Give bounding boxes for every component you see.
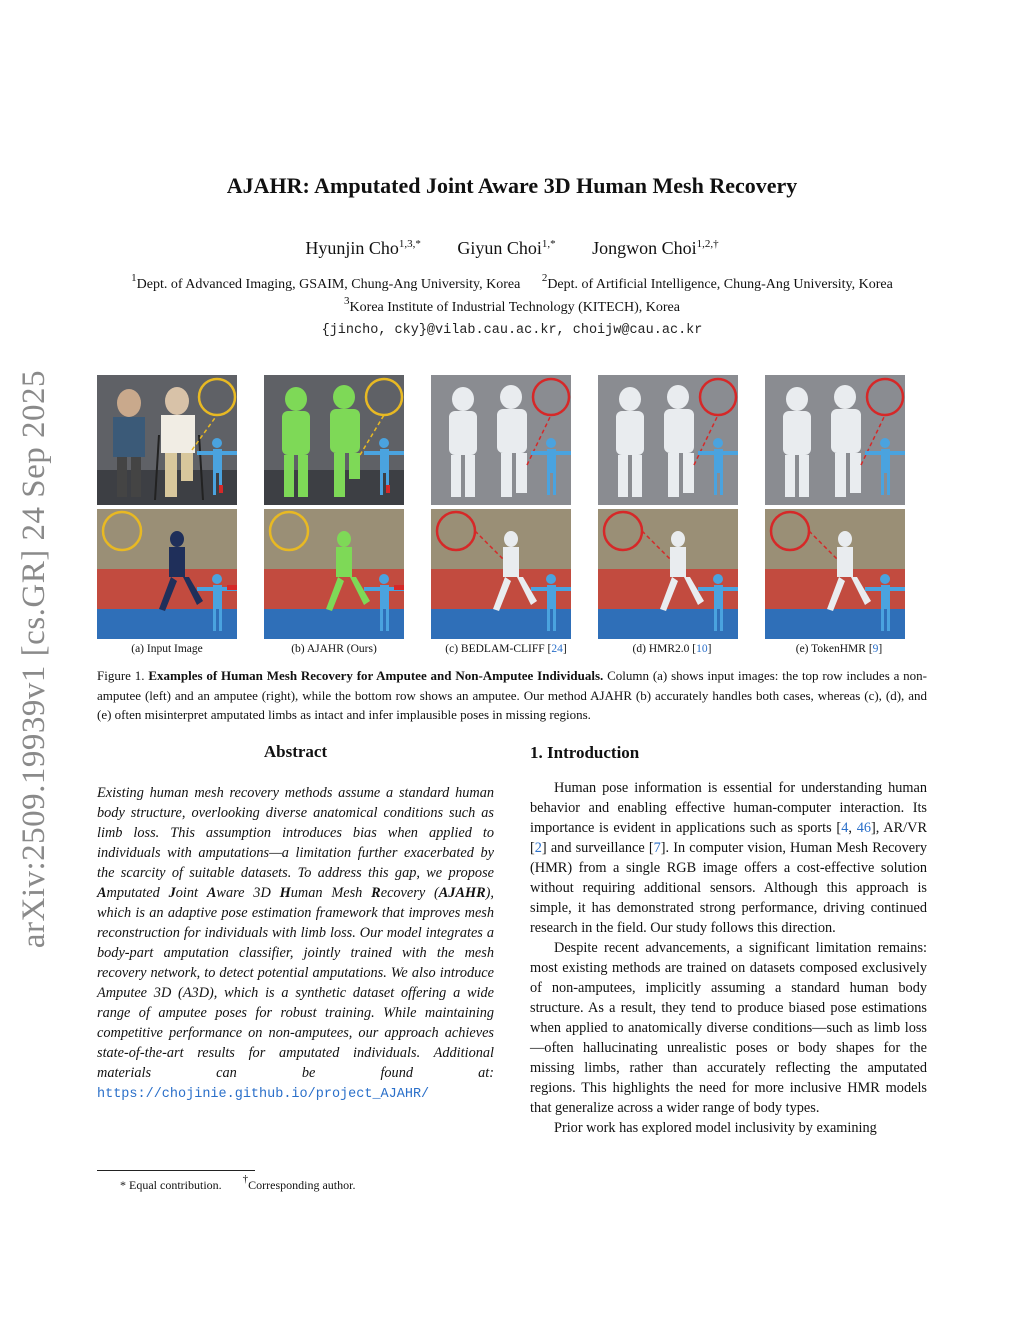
aff-sup: 1 bbox=[131, 272, 137, 284]
abstract-acronym: AJAHR bbox=[438, 885, 486, 901]
author-name: Hyunjin Cho bbox=[305, 238, 399, 258]
intro-text: ], AR/VR [ bbox=[530, 820, 927, 856]
caption-bold: Examples of Human Mesh Recovery for Amputee and Non-Amputee Individuals. bbox=[148, 668, 604, 683]
figure-label-b bbox=[259, 643, 409, 655]
intro-paragraph-1 bbox=[530, 778, 927, 938]
figure-thumb-bedlam-top bbox=[431, 375, 571, 505]
figure-thumb-tokenhmr-bottom bbox=[765, 509, 905, 639]
author-sup: 1,3,* bbox=[398, 238, 421, 250]
figure-label-d: (d) HMR2.0 [10] bbox=[632, 643, 712, 655]
label-text: (c) BEDLAM-CLIFF [ bbox=[445, 643, 552, 655]
abstract-bold-letter: A bbox=[97, 885, 107, 901]
figure-thumb-input-bottom bbox=[97, 509, 237, 639]
intro-text: ] and surveillance [ bbox=[541, 840, 654, 856]
abstract-text: ware 3D bbox=[216, 885, 280, 901]
citation-link[interactable]: 2 bbox=[534, 840, 542, 856]
citation-link[interactable]: 24 bbox=[551, 643, 563, 655]
affiliations-line-2 bbox=[0, 295, 1024, 316]
abstract-text: ), which is an adaptive pose estimation framework that improves mesh reconstruction for individuals with limb loss. Our model integrates a body-part amputation classifier, jointly trained with the mesh recovery network, to detect potential amputations. We also introduce Amputee 3D (A3D), which is a synthetic dataset offering a wide range of amputee poses for robust training. While maintaining competitive performance on non-amputees, our approach achieves state-of-the-art results for amputated individuals. Additional materials can be found at: bbox=[97, 885, 494, 1081]
aff-sup: 2 bbox=[541, 272, 548, 284]
aff-sup: 3 bbox=[344, 295, 350, 307]
affiliations-line-1 bbox=[0, 272, 1024, 293]
intro-body bbox=[530, 778, 927, 1138]
citation-link[interactable]: 46 bbox=[856, 820, 871, 836]
author-emails: {jincho, cky}@vilab.cau.ac.kr, choijw@cau.ac.kr bbox=[321, 323, 703, 338]
intro-paragraph-2: Despite recent advancements, a significant limitation remains: most existing methods are trained on datasets composed exclusively of non-amputees, implicitly assuming a standard human body structure. As a result, they tend to produce biased pose estimations when applied to anatomically diverse conditions—such as limb loss—often hallucinating unrealistic poses or body shapes for the missing limbs, rather than accurately reflecting the amputated regions. This highlights the need for more inclusive HMR models that generalize across a wider range of body types. bbox=[530, 940, 927, 1116]
project-url-link[interactable]: https://chojinie.github.io/project_AJAHR/ bbox=[97, 1087, 430, 1102]
figure-label-a bbox=[92, 643, 242, 655]
figure-thumb-tokenhmr-top bbox=[765, 375, 905, 505]
affiliation-3: Korea Institute of Industrial Technology (KITECH), Korea bbox=[349, 300, 680, 315]
figure-thumb-bedlam-bottom bbox=[431, 509, 571, 639]
footnote-sup: † bbox=[242, 1173, 249, 1185]
figure-label-c: (c) BEDLAM-CLIFF [24] bbox=[445, 643, 567, 655]
author-3 bbox=[592, 238, 719, 258]
abstract-text: Existing human mesh recovery methods assume a standard human body structure, overlooking diverse anatomical conditions such as limb loss. This assumption introduces bias when applied to individuals with amputations—a limitation further exacerbated by the scarcity of suitable datasets. To address this gap, we propose bbox=[97, 785, 494, 881]
intro-heading: 1. Introduction bbox=[530, 743, 640, 762]
citation-link[interactable]: 10 bbox=[696, 643, 708, 655]
abstract-text: uman Mesh bbox=[290, 885, 372, 901]
abstract-text: oint bbox=[175, 885, 207, 901]
figure-label-e: (e) TokenHMR [9] bbox=[795, 643, 883, 655]
figure-thumb-input-top bbox=[97, 375, 237, 505]
figure-thumb-ajahr-bottom bbox=[264, 509, 404, 639]
figure-thumb-ajahr-top bbox=[264, 375, 404, 505]
author-2 bbox=[457, 238, 555, 258]
label-text: (d) HMR2.0 [ bbox=[632, 643, 697, 655]
label-text: (e) TokenHMR [ bbox=[795, 643, 873, 655]
abstract-text: ecovery ( bbox=[380, 885, 439, 901]
affiliation-1: Dept. of Advanced Imaging, GSAIM, Chung-Ang University, Korea bbox=[136, 277, 521, 292]
caption-text: Column (a) shows input images: the top row includes a non-amputee (left) and an amputee (right), while the bottom row shows an amputee. Our method AJAHR (b) accurately handles both cases, whereas (c), (d), and (e) often misinterpret amputated limbs as intact and infer implausible poses in missing regions. bbox=[97, 668, 928, 722]
footnote-rule bbox=[97, 1170, 255, 1171]
figure-thumb-hmr2-top bbox=[598, 375, 738, 505]
abstract-bold-letter: J bbox=[168, 885, 176, 901]
abstract-bold-letter: R bbox=[371, 885, 381, 901]
citation-link[interactable]: 9 bbox=[872, 643, 879, 655]
arxiv-stamp: arXiv:2509.19939v1 [cs.GR] 24 Sep 2025 bbox=[16, 370, 52, 949]
author-sup: 1,2,† bbox=[696, 238, 719, 250]
caption-prefix: Figure 1. bbox=[97, 668, 145, 683]
citation-link[interactable]: 4 bbox=[841, 820, 849, 836]
author-name: Giyun Choi bbox=[457, 238, 542, 258]
footnote-corresponding: Corresponding author. bbox=[248, 1178, 356, 1192]
abstract-bold-letter: H bbox=[279, 885, 291, 901]
abstract-heading: Abstract bbox=[263, 742, 328, 761]
abstract-text: mputated bbox=[106, 885, 169, 901]
abstract-body bbox=[97, 783, 494, 1105]
author-1 bbox=[305, 238, 421, 258]
author-list bbox=[0, 238, 1024, 259]
footnotes bbox=[120, 1173, 356, 1193]
intro-text: , bbox=[848, 820, 857, 836]
intro-text: ]. In computer vision, Human Mesh Recovery (HMR) from a single RGB image offers a cost-effective solution without requiring additional sensors. Although this approach is simple, it has demonstrated strong performance, driving continued research in the field. Our study follows this direction. bbox=[530, 840, 927, 936]
abstract-bold-letter: A bbox=[206, 885, 217, 901]
paper-title: AJAHR: Amputated Joint Aware 3D Human Mesh Recovery bbox=[226, 173, 798, 198]
figure-1 bbox=[97, 375, 927, 660]
intro-paragraph-3: Prior work has explored model inclusivity by examining bbox=[554, 1120, 877, 1136]
label-text: (b) AJAHR (Ours) bbox=[291, 643, 377, 655]
citation-link[interactable]: 7 bbox=[653, 840, 661, 856]
label-text: (a) Input Image bbox=[131, 643, 203, 655]
figure-thumb-hmr2-bottom bbox=[598, 509, 738, 639]
author-sup: 1,* bbox=[541, 238, 556, 250]
figure-caption bbox=[97, 666, 927, 725]
intro-text: Human pose information is essential for understanding human behavior and enabling effective human-computer interaction. Its importance is evident in applications such as sports [ bbox=[530, 780, 927, 836]
author-name: Jongwon Choi bbox=[592, 238, 697, 258]
affiliation-2: Dept. of Artificial Intelligence, Chung-Ang University, Korea bbox=[547, 277, 893, 292]
footnote-equal-contribution: * Equal contribution. bbox=[120, 1178, 222, 1192]
